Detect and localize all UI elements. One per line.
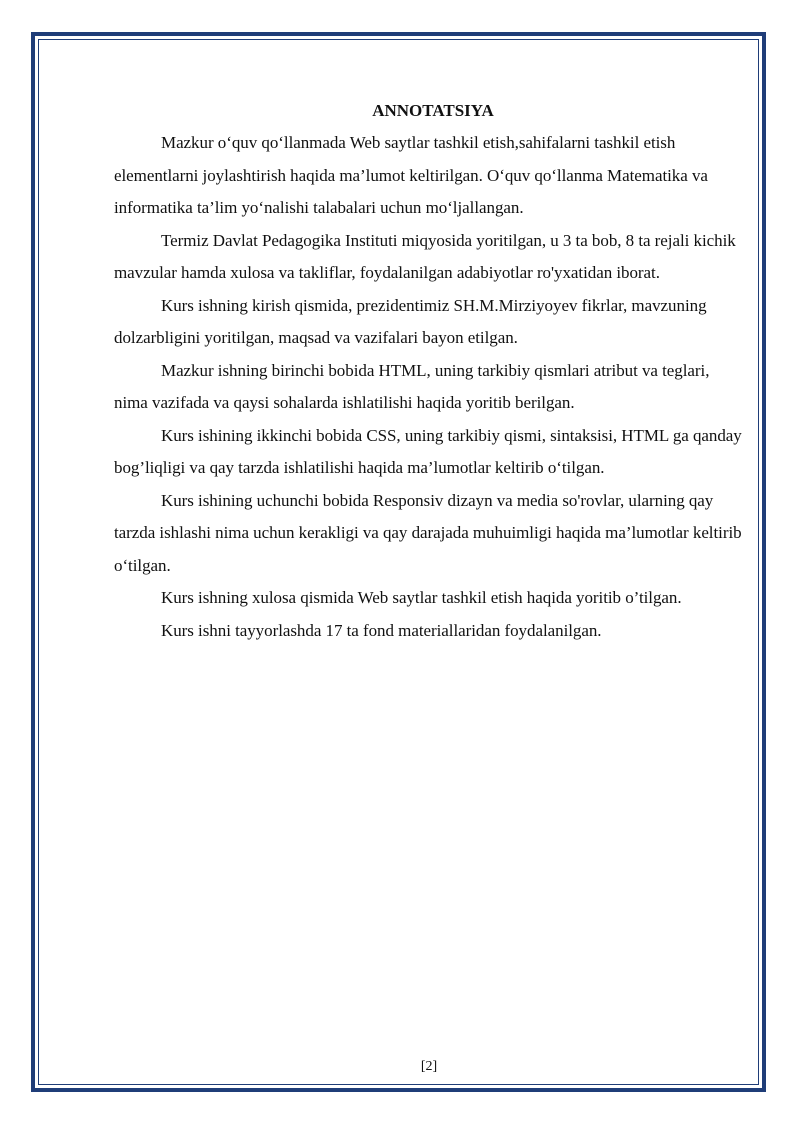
document-title: ANNOTATSIYA xyxy=(372,101,494,120)
paragraph-4: Mazkur ishning birinchi bobida HTML, uning tarkibiy qismlari atribut va teglari, nima vazifada va qaysi sohalarda ishlatilishi haqida yoritib berilgan. xyxy=(114,360,710,412)
document-body xyxy=(114,95,742,647)
paragraph-2: Termiz Davlat Pedagogika Instituti miqyosida yoritilgan, u 3 ta bob, 8 ta rejali kichik mavzular hamda xulosa va takliflar, foydalanilgan adabiyotlar ro'yxatidan iborat. xyxy=(114,230,736,282)
paragraph-6: Kurs ishining uchunchi bobida Responsiv dizayn va media so'rovlar, ularning qay tarzda ishlashi nima uchun kerakligi va qay darajada muhuimligi haqida ma’lumotlar keltirib o‘tilgan. xyxy=(114,490,742,575)
page-number: [2] xyxy=(420,1059,438,1074)
paragraph-8: Kurs ishni tayyorlashda 17 ta fond materiallaridan foydalanilgan. xyxy=(161,620,602,640)
paragraph-7: Kurs ishning xulosa qismida Web saytlar tashkil etish haqida yoritib o’tilgan. xyxy=(161,588,682,607)
paragraph-5: Kurs ishining ikkinchi bobida CSS, uning tarkibiy qismi, sintaksisi, HTML ga qanday bog’liqligi va qay tarzda ishlatilishi haqida ma’lumotlar keltirib o‘tilgan. xyxy=(114,425,742,477)
paragraph-3: Kurs ishning kirish qismida, prezidentimiz SH.M.Mirziyoyev fikrlar, mavzuning dolzarbligini yoritilgan, maqsad va vazifalari bayon etilgan. xyxy=(114,295,707,347)
paragraph-1: Mazkur o‘quv qo‘llanmada Web saytlar tashkil etish,sahifalarni tashkil etish elementlarni joylashtirish haqida ma’lumot keltirilgan. O‘quv qo‘llanma Matematika va informatika ta’lim yo‘nalishi talabalari uchun mo‘ljallangan. xyxy=(114,133,708,217)
